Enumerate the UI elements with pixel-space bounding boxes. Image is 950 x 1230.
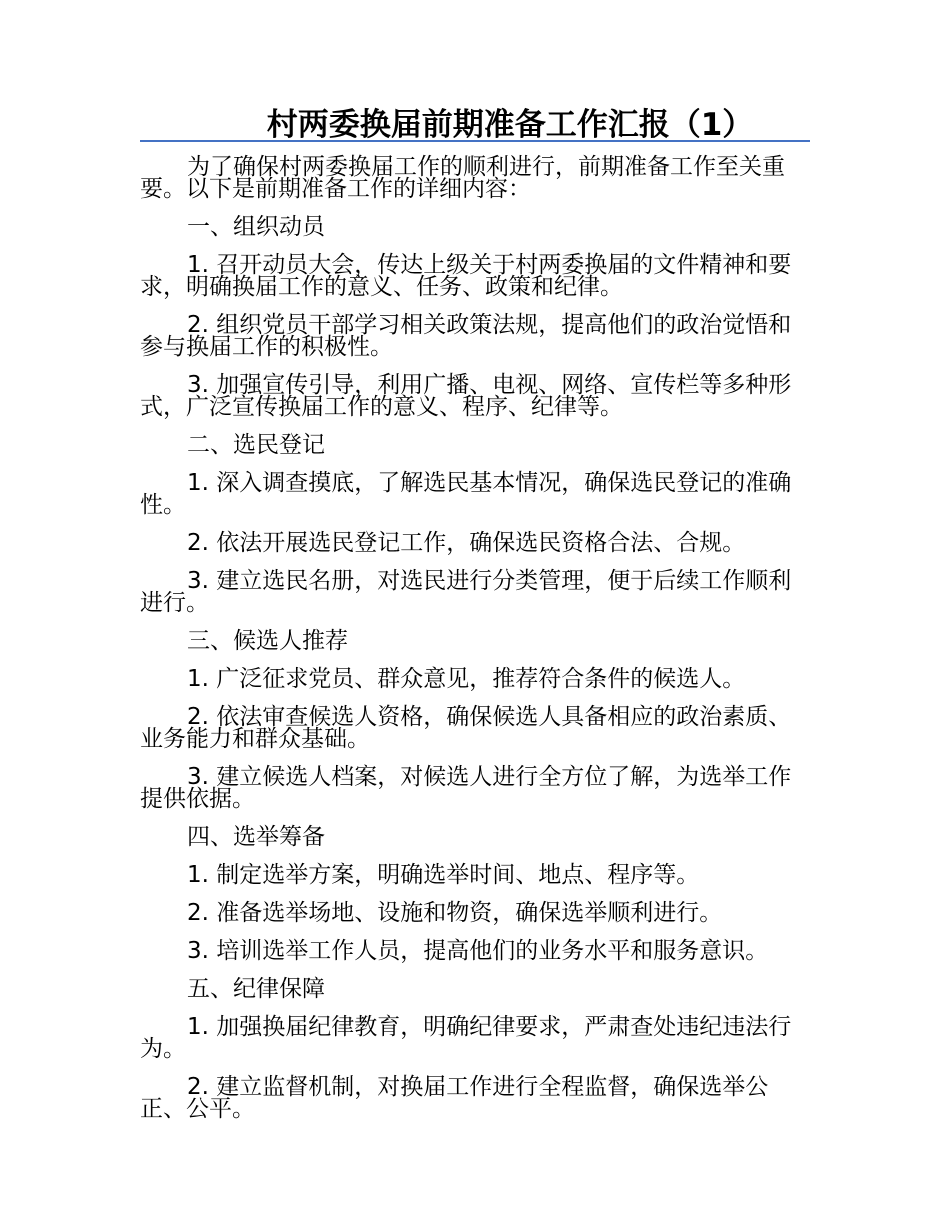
- section-4-item-2: 2. 准备选举场地、设施和物资，确保选举顺利进行。: [187, 900, 723, 926]
- section-3-item-2: 2. 依法审查候选人资格，确保候选人具备相应的政治素质、业务能力和群众基础。: [140, 704, 792, 752]
- section-5-item-1: 1. 加强换届纪律教育，明确纪律要求，严肃查处违纪违法行为。: [140, 1014, 792, 1062]
- section-heading-election-preparation: 四、选举筹备: [187, 824, 325, 850]
- section-1-item-3: 3. 加强宣传引导，利用广播、电视、网络、宣传栏等多种形式，广泛宣传换届工作的意义、程序、纪律等。: [140, 372, 792, 420]
- section-1-item-1: 1. 召开动员大会，传达上级关于村两委换届的文件精神和要求，明确换届工作的意义、任务、政策和纪律。: [140, 252, 792, 300]
- section-heading-voter-registration: 二、选民登记: [187, 432, 325, 458]
- section-3-item-1: 1. 广泛征求党员、群众意见，推荐符合条件的候选人。: [187, 666, 746, 692]
- section-3-item-3: 3. 建立候选人档案，对候选人进行全方位了解，为选举工作提供依据。: [140, 764, 792, 812]
- section-4-item-1: 1. 制定选举方案，明确选举时间、地点、程序等。: [187, 862, 700, 888]
- section-2-item-2: 2. 依法开展选民登记工作，确保选民资格合法、合规。: [187, 530, 746, 556]
- section-5-item-2: 2. 建立监督机制，对换届工作进行全程监督，确保选举公正、公平。: [140, 1074, 769, 1122]
- section-2-item-1: 1. 深入调查摸底，了解选民基本情况，确保选民登记的准确性。: [140, 470, 792, 518]
- document-title: 村两委换届前期准备工作汇报（1）: [266, 107, 754, 143]
- section-heading-organize: 一、组织动员: [187, 214, 325, 240]
- section-1-item-2: 2. 组织党员干部学习相关政策法规，提高他们的政治觉悟和参与换届工作的积极性。: [140, 312, 792, 360]
- section-2-item-3: 3. 建立选民名册，对选民进行分类管理，便于后续工作顺利进行。: [140, 568, 792, 616]
- intro-paragraph: 为了确保村两委换届工作的顺利进行，前期准备工作至关重要。以下是前期准备工作的详细内容：: [140, 154, 785, 202]
- section-heading-discipline: 五、纪律保障: [187, 976, 325, 1002]
- section-heading-candidate-nomination: 三、候选人推荐: [187, 628, 348, 654]
- section-4-item-3: 3. 培训选举工作人员，提高他们的业务水平和服务意识。: [187, 938, 769, 964]
